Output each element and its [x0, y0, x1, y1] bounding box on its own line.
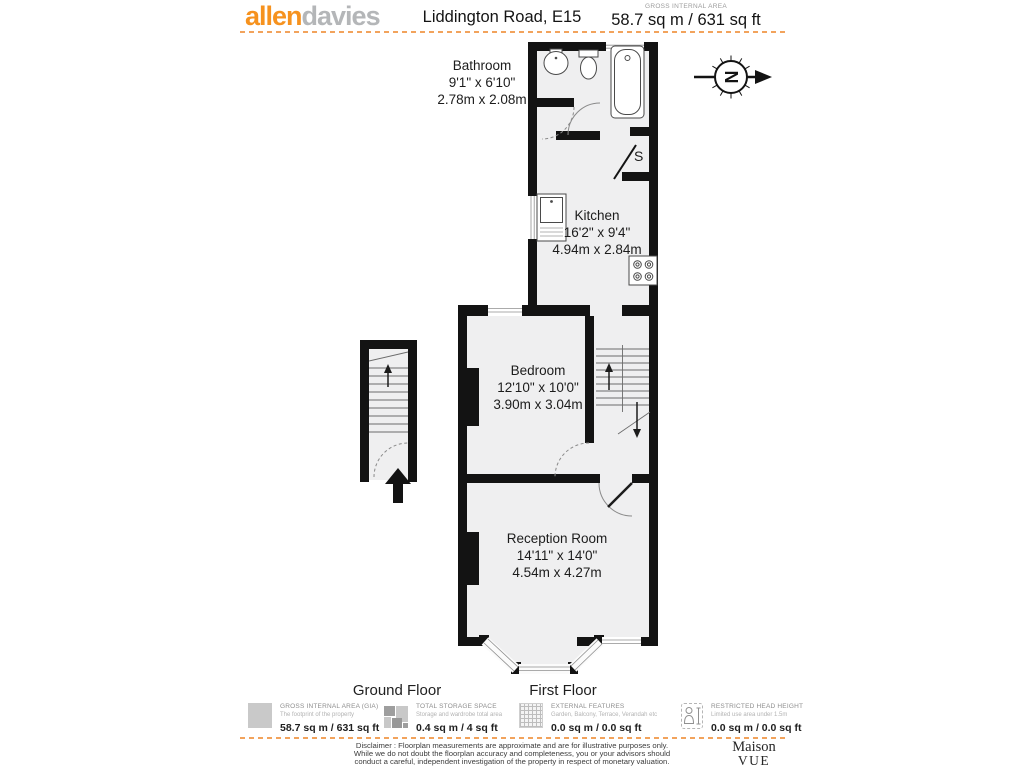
reception-room-label [507, 530, 608, 581]
room-name: Bathroom [452, 58, 512, 73]
room-size-metric: 4.54m x 4.27m [512, 565, 602, 580]
restricted-person-icon [681, 703, 703, 729]
room-size-imperial: 12'10" x 10'0" [497, 380, 579, 395]
compass-letter: N [721, 70, 741, 84]
storage-label: S [634, 148, 644, 164]
bedroom-label [493, 362, 582, 413]
legend-subtitle: Storage and wardrobe total area [416, 712, 503, 718]
footer-divider [240, 737, 787, 739]
property-address: Liddington Road, E15 [422, 8, 582, 26]
room-name: Reception Room [506, 531, 608, 546]
brand-line-2: VUE [737, 753, 771, 768]
storage-blocks-icon [384, 703, 408, 728]
legend-value: 58.7 sq m / 631 sq ft [280, 721, 380, 734]
legend-title: EXTERNAL FEATURES [551, 703, 625, 710]
toilet-icon [579, 50, 598, 79]
logo-davies: davies [301, 1, 380, 31]
ground-floor-label: Ground Floor [352, 682, 442, 699]
room-size-metric: 2.78m x 2.08m [437, 92, 527, 107]
legend-title: RESTRICTED HEAD HEIGHT [711, 703, 804, 710]
external-grid-icon [519, 703, 543, 728]
disclaimer-text [302, 742, 722, 766]
room-size-imperial: 14'11" x 14'0" [516, 548, 598, 563]
legend-subtitle: Limited use area under 1.5m [711, 712, 788, 718]
hob-icon [629, 256, 657, 285]
bathroom-label [437, 57, 526, 108]
disclaimer-line: While we do not doubt the floorplan accuracy and completeness, you or your advisors should [353, 748, 671, 758]
kitchen-label [552, 207, 641, 258]
gia-square-icon [248, 703, 272, 728]
room-size-imperial: 16'2" x 9'4" [563, 225, 631, 240]
legend-subtitle: The footprint of the property [280, 712, 355, 718]
legend-restricted [681, 703, 803, 734]
logo-allen: allen [245, 1, 302, 31]
room-size-metric: 4.94m x 2.84m [552, 242, 642, 257]
area-value: 58.7 sq m / 631 sq ft [611, 11, 761, 29]
maison-vue-logo [720, 740, 788, 767]
first-floor-label: First Floor [529, 682, 597, 699]
legend-title: TOTAL STORAGE SPACE [416, 703, 497, 710]
legend-value: 0.0 sq m / 0.0 sq ft [551, 721, 642, 734]
room-name: Bedroom [510, 363, 566, 378]
legend-value: 0.4 sq m / 4 sq ft [416, 721, 498, 734]
compass-north-icon [694, 56, 772, 99]
area-label: GROSS INTERNAL AREA [644, 3, 728, 10]
legend-subtitle: Garden, Balcony, Terrace, Verandah etc [551, 712, 658, 718]
legend-value: 0.0 sq m / 0.0 sq ft [711, 721, 802, 734]
legend-external [519, 703, 657, 734]
disclaimer-line: conduct a careful, independent investigation of the property in respect of monetary valuation. [354, 756, 670, 766]
legend-storage [384, 703, 502, 734]
legend-title: GROSS INTERNAL AREA (GIA) [280, 703, 379, 710]
disclaimer-line: Disclaimer : Floorplan measurements are approximate and are for illustrative purposes only. [355, 741, 669, 750]
legend-gia [248, 703, 379, 734]
room-size-imperial: 9'1" x 6'10" [448, 75, 516, 90]
room-size-metric: 3.90m x 3.04m [493, 397, 583, 412]
bathtub-icon [611, 46, 644, 118]
room-name: Kitchen [574, 208, 620, 223]
brand-line-1: Maison [732, 739, 776, 755]
